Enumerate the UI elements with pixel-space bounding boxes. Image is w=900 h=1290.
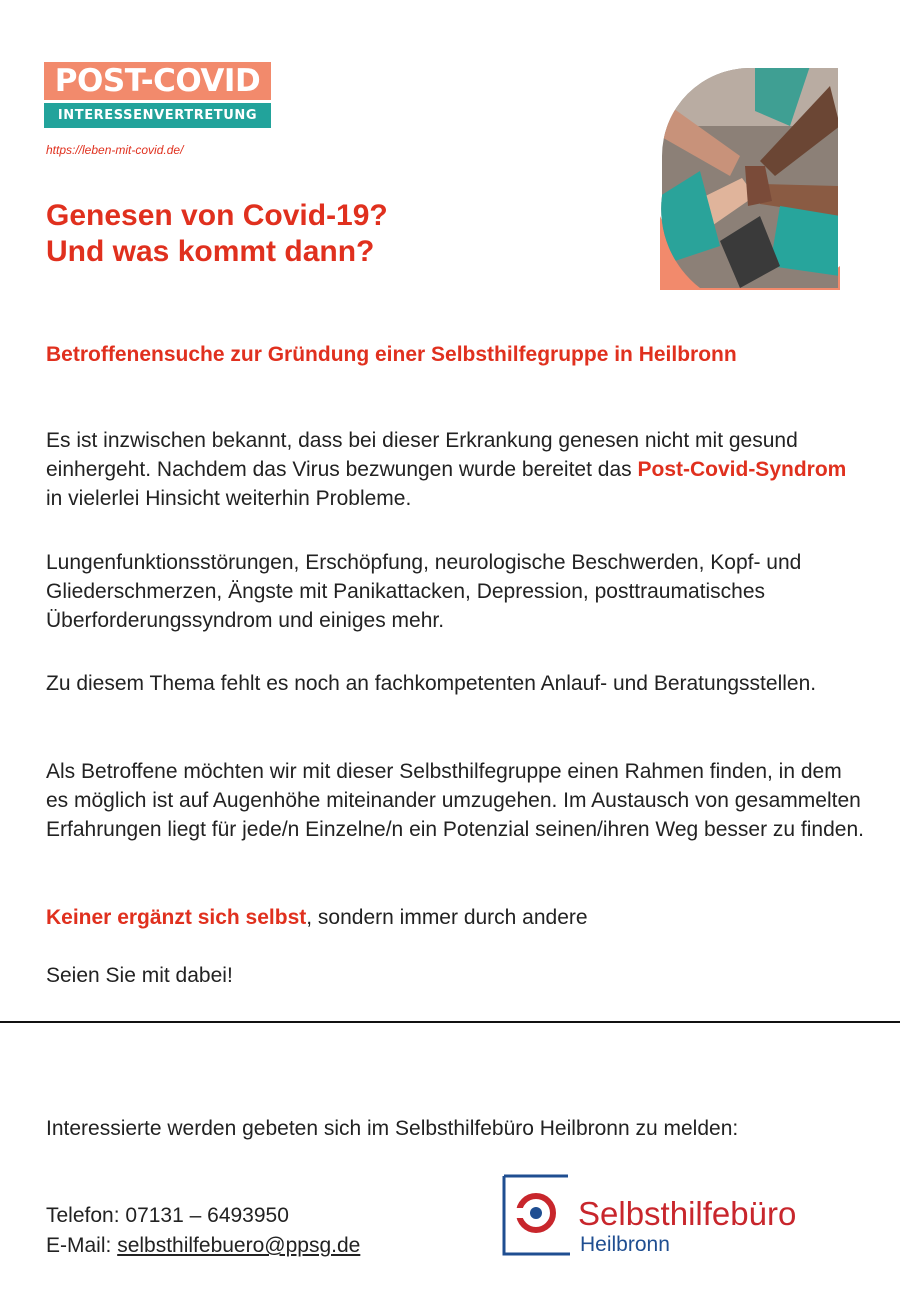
website-link[interactable]: https://leben-mit-covid.de/ xyxy=(46,143,184,157)
section-divider xyxy=(0,1021,900,1023)
paragraph-group-goal: Als Betroffene möchten wir mit dieser Selbsthilfegruppe einen Rahmen finden, in dem es möglich ist auf Augenhöhe miteinander umzugehen. Im Austausch von gesammelten Erfahrungen liegt für jede/n Einzelne/n ein Potenzial seinen/ihren Weg besser zu finden. xyxy=(46,760,864,841)
phone-number[interactable]: 07131 – 6493950 xyxy=(125,1204,289,1227)
paragraph-intro-tail: in vielerlei Hinsicht weiterhin Probleme. xyxy=(46,487,412,510)
paragraph-invitation: Seien Sie mit dabei! xyxy=(46,964,233,987)
email-link[interactable]: selbsthilfebuero@ppsg.de xyxy=(117,1234,361,1257)
selbsthilfebuero-name: Selbsthilfebüro xyxy=(578,1195,797,1232)
contact-intro: Interessierte werden gebeten sich im Selbsthilfebüro Heilbronn zu melden: xyxy=(46,1117,739,1140)
selbsthilfebuero-city: Heilbronn xyxy=(580,1233,670,1256)
paragraph-symptoms: Lungenfunktionsstörungen, Erschöpfung, neurologische Beschwerden, Kopf- und Gliederschmerzen, Ängste mit Panikattacken, Depression, posttraumatisches Überforderungssyndrom und einiges mehr. xyxy=(46,551,802,632)
post-covid-logo-title: POST-COVID xyxy=(44,62,271,100)
paragraph-lack-of-support: Zu diesem Thema fehlt es noch an fachkompetenten Anlauf- und Beratungsstellen. xyxy=(46,672,817,695)
paragraph-motto xyxy=(46,903,866,932)
post-covid-syndrome-highlight: Post-Covid-Syndrom xyxy=(637,458,847,481)
title-line-2: Und was kommt dann? xyxy=(46,235,375,268)
paragraph-intro xyxy=(46,426,866,513)
paragraph-intro-text: Es ist inzwischen bekannt, dass bei dieser Erkrankung genesen nicht mit gesund einhergeht. Nachdem das Virus bezwungen wurde bereitet das xyxy=(46,429,798,481)
title-line-1: Genesen von Covid-19? xyxy=(46,199,388,232)
page-title xyxy=(46,198,586,270)
section-heading: Betroffenensuche zur Gründung einer Selbsthilfegruppe in Heilbronn xyxy=(46,343,737,366)
motto-highlight: Keiner ergänzt sich selbst xyxy=(46,906,307,929)
phone-label: Telefon: xyxy=(46,1204,126,1227)
email-label: E-Mail: xyxy=(46,1234,118,1257)
motto-tail: , sondern immer durch andere xyxy=(306,906,588,929)
hands-together-photo xyxy=(660,66,840,290)
post-covid-logo-subtitle: INTERESSENVERTRETUNG xyxy=(44,103,271,128)
